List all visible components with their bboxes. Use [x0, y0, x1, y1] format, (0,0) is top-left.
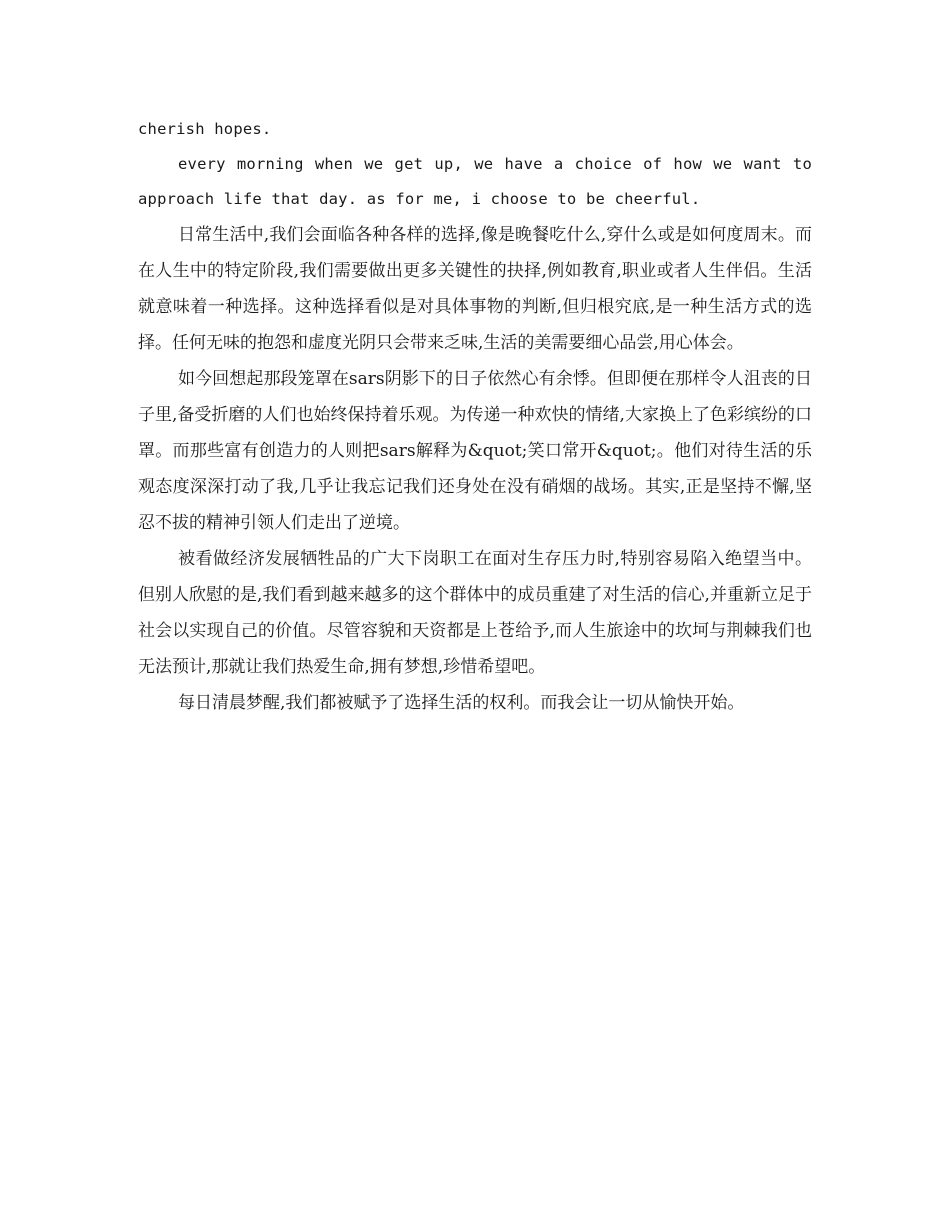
paragraph-3: 日常生活中,我们会面临各种各样的选择,像是晚餐吃什么,穿什么或是如何度周末。而在人生中的特定阶段,我们需要做出更多关键性的抉择,例如教育,职业或者人生伴侣。生活就意味着一种选择。这种选择看似是对具体事物的判断,但归根究底,是一种生活方式的选择。任何无味的抱怨和虚度光阴只会带来乏味,生活的美需要细心品尝,用心体会。	[138, 225, 812, 353]
paragraph-2: every morning when we get up, we have a choice of how we want to approach life that day. as for me, i choose to be cheerful.	[138, 155, 812, 208]
paragraph-6: 每日清晨梦醒,我们都被赋予了选择生活的权利。而我会让一切从愉快开始。	[178, 693, 745, 713]
document-body	[138, 112, 812, 721]
paragraph-5: 被看做经济发展牺牲品的广大下岗职工在面对生存压力时,特别容易陷入绝望当中。但别人欣慰的是,我们看到越来越多的这个群体中的成员重建了对生活的信心,并重新立足于社会以实现自己的价值。尽管容貌和天资都是上苍给予,而人生旅途中的坎坷与荆棘我们也无法预计,那就让我们热爱生命,拥有梦想,珍惜希望吧。	[138, 549, 812, 677]
paragraph-1: cherish hopes.	[138, 120, 272, 138]
paragraph-4: 如今回想起那段笼罩在sars阴影下的日子依然心有余悸。但即便在那样令人沮丧的日子里,备受折磨的人们也始终保持着乐观。为传递一种欢快的情绪,大家换上了色彩缤纷的口罩。而那些富有创造力的人则把sars解释为&quot;笑口常开&quot;。他们对待生活的乐观态度深深打动了我,几乎让我忘记我们还身处在没有硝烟的战场。其实,正是坚持不懈,坚忍不拔的精神引领人们走出了逆境。	[138, 369, 812, 533]
